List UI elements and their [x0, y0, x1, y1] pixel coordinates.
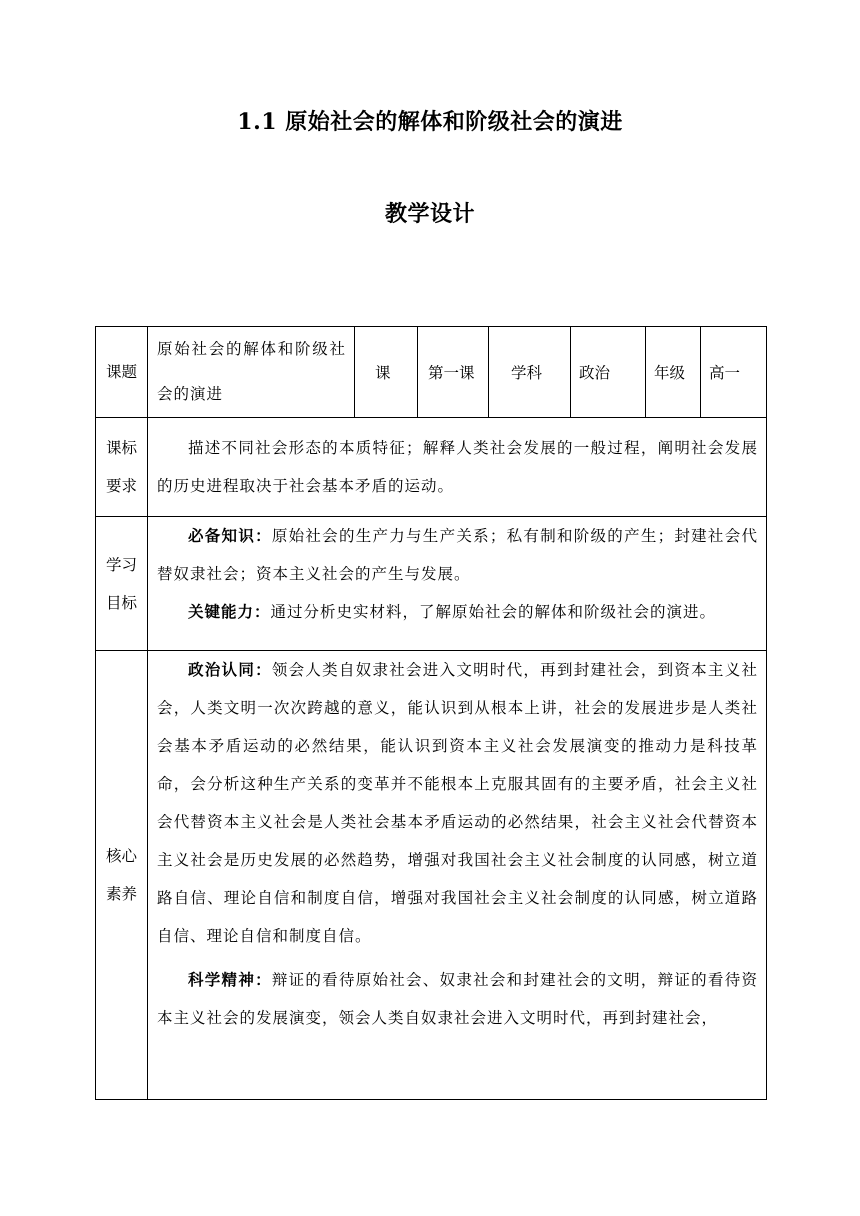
scientific-spirit-heading: 科学精神： — [188, 970, 272, 989]
scientific-spirit-paragraph — [148, 961, 766, 1037]
ability-heading: 关键能力： — [188, 602, 271, 621]
document-title: 1.1 原始社会的解体和阶级社会的演进 — [237, 109, 623, 135]
learning-goals-content-cell — [148, 517, 767, 651]
ability-text: 通过分析史实材料，了解原始社会的解体和阶级社会的演进。 — [270, 603, 717, 621]
topic-value: 原始社会的解体和阶级社会的演进 — [157, 340, 346, 403]
curriculum-label: 课标 要求 — [96, 418, 148, 517]
knowledge-heading: 必备知识： — [188, 526, 272, 545]
ability-paragraph — [148, 593, 766, 631]
subject-label: 学科 — [489, 327, 571, 418]
core-literacy-label: 核心 素养 — [96, 651, 148, 1100]
learning-goals-label: 学习 目标 — [96, 517, 148, 651]
table-row-core-literacy — [96, 651, 767, 1100]
table-row-topic — [96, 327, 767, 418]
scientific-spirit-text: 辩证的看待原始社会、奴隶社会和封建社会的文明，辩证的看待资本主义社会的发展演变，领会人类自奴隶社会进入文明时代，再到封建社会， — [157, 971, 758, 1027]
grade-value: 高一 — [701, 327, 767, 418]
knowledge-text: 原始社会的生产力与生产关系；私有制和阶级的产生；封建社会代替奴隶社会；资本主义社会的产生与发展。 — [157, 527, 758, 583]
lesson-value: 第一课 — [418, 327, 489, 418]
table-row-learning-goals — [96, 517, 767, 651]
curriculum-content-cell — [148, 418, 767, 517]
lesson-label: 课 — [355, 327, 418, 418]
political-identity-text: 领会人类自奴隶社会进入文明时代，再到封建社会，到资本主义社会，人类文明一次次跨越的意义，能认识到从根本上讲，社会的发展进步是人类社会基本矛盾运动的必然结果，能认识到资本主义社会发展演变的推动力是科技革命，会分析这种生产关系的变革并不能根本上克服其固有的主要矛盾，社会主义社会代替资本主义社会是人类社会基本矛盾运动的必然结果，社会主义社会代替资本主义社会是历史发展的必然趋势，增强对我国社会主义社会制度的认同感，树立道路自信、理论自信和制度自信，增强对我国社会主义社会制度的认同感，树立道路自信、理论自信和制度自信。 — [157, 661, 758, 945]
subject-value: 政治 — [571, 327, 646, 418]
document-subtitle: 教学设计 — [384, 201, 475, 227]
political-identity-heading: 政治认同： — [188, 660, 272, 679]
topic-value-cell — [148, 327, 355, 418]
lesson-design-table — [95, 326, 767, 1100]
political-identity-paragraph — [148, 651, 766, 955]
curriculum-content: 描述不同社会形态的本质特征；解释人类社会发展的一般过程，阐明社会发展的历史进程取决于社会基本矛盾的运动。 — [157, 439, 758, 495]
grade-label: 年级 — [646, 327, 701, 418]
core-literacy-content-cell — [148, 651, 767, 1100]
table-row-curriculum — [96, 418, 767, 517]
topic-label: 课题 — [96, 327, 148, 418]
knowledge-paragraph — [148, 517, 766, 593]
